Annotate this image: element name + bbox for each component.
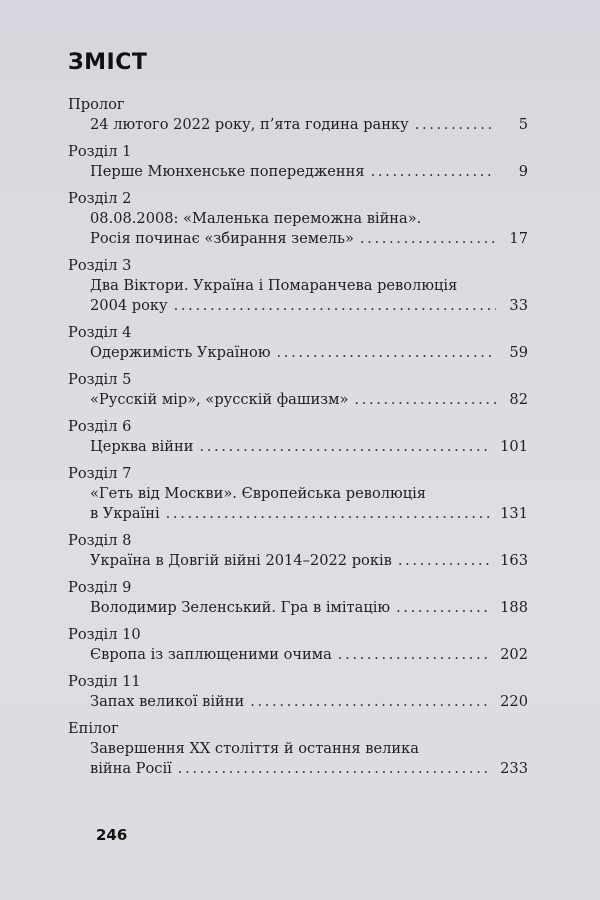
chapter-page-number: 5 <box>518 116 528 133</box>
chapter-title: Завершення ХХ століття й остання велика <box>90 740 419 757</box>
toc-entry <box>68 256 528 316</box>
chapter-page-number: 188 <box>500 599 528 616</box>
chapter-page-number: 33 <box>509 297 528 314</box>
chapter-title-line <box>68 437 528 457</box>
chapter-page-number: 131 <box>500 505 528 522</box>
chapter-title-line <box>68 598 528 618</box>
chapter-title-line <box>68 162 528 182</box>
dot-leader <box>277 343 496 363</box>
dot-leader <box>199 437 490 457</box>
chapter-title-line <box>68 296 528 316</box>
chapter-title: Європа із заплющеними очима <box>90 646 332 663</box>
chapter-page-number: 9 <box>518 163 528 180</box>
chapter-title: війна Росії <box>90 760 172 777</box>
toc-entry <box>68 189 528 249</box>
chapter-title-line <box>68 551 528 571</box>
dot-leader <box>250 692 490 712</box>
toc-entry <box>68 95 528 135</box>
chapter-label: Розділ 4 <box>68 324 132 341</box>
chapter-title: Україна в Довгій війні 2014–2022 років <box>90 552 392 569</box>
dot-leader <box>415 115 496 135</box>
chapter-label: Розділ 3 <box>68 257 132 274</box>
toc-entry <box>68 625 528 665</box>
chapter-label: Розділ 1 <box>68 143 132 160</box>
chapter-page-number: 82 <box>509 391 528 408</box>
dot-leader <box>174 296 496 316</box>
chapter-label: Розділ 11 <box>68 673 141 690</box>
toc-entry <box>68 531 528 571</box>
chapter-page-number: 220 <box>500 693 528 710</box>
chapter-title-line <box>68 209 528 229</box>
chapter-title-line <box>68 692 528 712</box>
chapter-title: 24 лютого 2022 року, п’ята година ранку <box>90 116 409 133</box>
dot-leader <box>166 504 491 524</box>
chapter-title: 2004 року <box>90 297 168 314</box>
chapter-label: Розділ 7 <box>68 465 132 482</box>
dot-leader <box>178 759 490 779</box>
chapter-page-number: 59 <box>509 344 528 361</box>
chapter-title-line <box>68 759 528 779</box>
chapter-title: Одержимість Україною <box>90 344 271 361</box>
chapter-title-line <box>68 739 528 759</box>
chapter-label: Пролог <box>68 96 125 113</box>
chapter-title: Два Віктори. Україна і Помаранчева революція <box>90 277 458 294</box>
toc-entry <box>68 370 528 410</box>
chapter-title: Церква війни <box>90 438 194 455</box>
chapter-page-number: 163 <box>500 552 528 569</box>
page-title: ЗМІСТ <box>68 50 148 75</box>
chapter-title-line <box>68 645 528 665</box>
chapter-title-line <box>68 229 528 249</box>
chapter-label: Розділ 9 <box>68 579 132 596</box>
chapter-title-line <box>68 484 528 504</box>
toc-entry <box>68 578 528 618</box>
toc-entry <box>68 417 528 457</box>
chapter-label: Розділ 2 <box>68 190 132 207</box>
chapter-label: Розділ 6 <box>68 418 132 435</box>
chapter-label: Епілог <box>68 720 119 737</box>
dot-leader <box>396 598 490 618</box>
chapter-label: Розділ 8 <box>68 532 132 549</box>
toc-entry <box>68 464 528 524</box>
chapter-title-line <box>68 276 528 296</box>
chapter-title-line <box>68 343 528 363</box>
chapter-label: Розділ 10 <box>68 626 141 643</box>
chapter-title: Росія починає «збирання земель» <box>90 230 354 247</box>
chapter-title: «Геть від Москви». Європейська революція <box>90 485 426 502</box>
dot-leader <box>371 162 496 182</box>
chapter-page-number: 101 <box>500 438 528 455</box>
dot-leader <box>354 390 496 410</box>
chapter-title-line <box>68 115 528 135</box>
chapter-title-line <box>68 504 528 524</box>
chapter-title: 08.08.2008: «Маленька переможна війна». <box>90 210 422 227</box>
chapter-title-line <box>68 390 528 410</box>
chapter-page-number: 17 <box>509 230 528 247</box>
chapter-label: Розділ 5 <box>68 371 132 388</box>
chapter-title: Перше Мюнхенське попередження <box>90 163 365 180</box>
chapter-title: в Україні <box>90 505 160 522</box>
chapter-title: Запах великої війни <box>90 693 245 710</box>
toc-entry <box>68 142 528 182</box>
toc-entry <box>68 323 528 363</box>
chapter-page-number: 233 <box>500 760 528 777</box>
chapter-page-number: 202 <box>500 646 528 663</box>
page-number: 246 <box>96 826 128 844</box>
dot-leader <box>338 645 490 665</box>
table-of-contents <box>68 95 528 786</box>
toc-entry <box>68 719 528 779</box>
chapter-title: «Русскій мір», «русскій фашизм» <box>90 391 349 408</box>
dot-leader <box>398 551 490 571</box>
dot-leader <box>360 229 496 249</box>
toc-entry <box>68 672 528 712</box>
chapter-title: Володимир Зеленський. Гра в імітацію <box>90 599 391 616</box>
